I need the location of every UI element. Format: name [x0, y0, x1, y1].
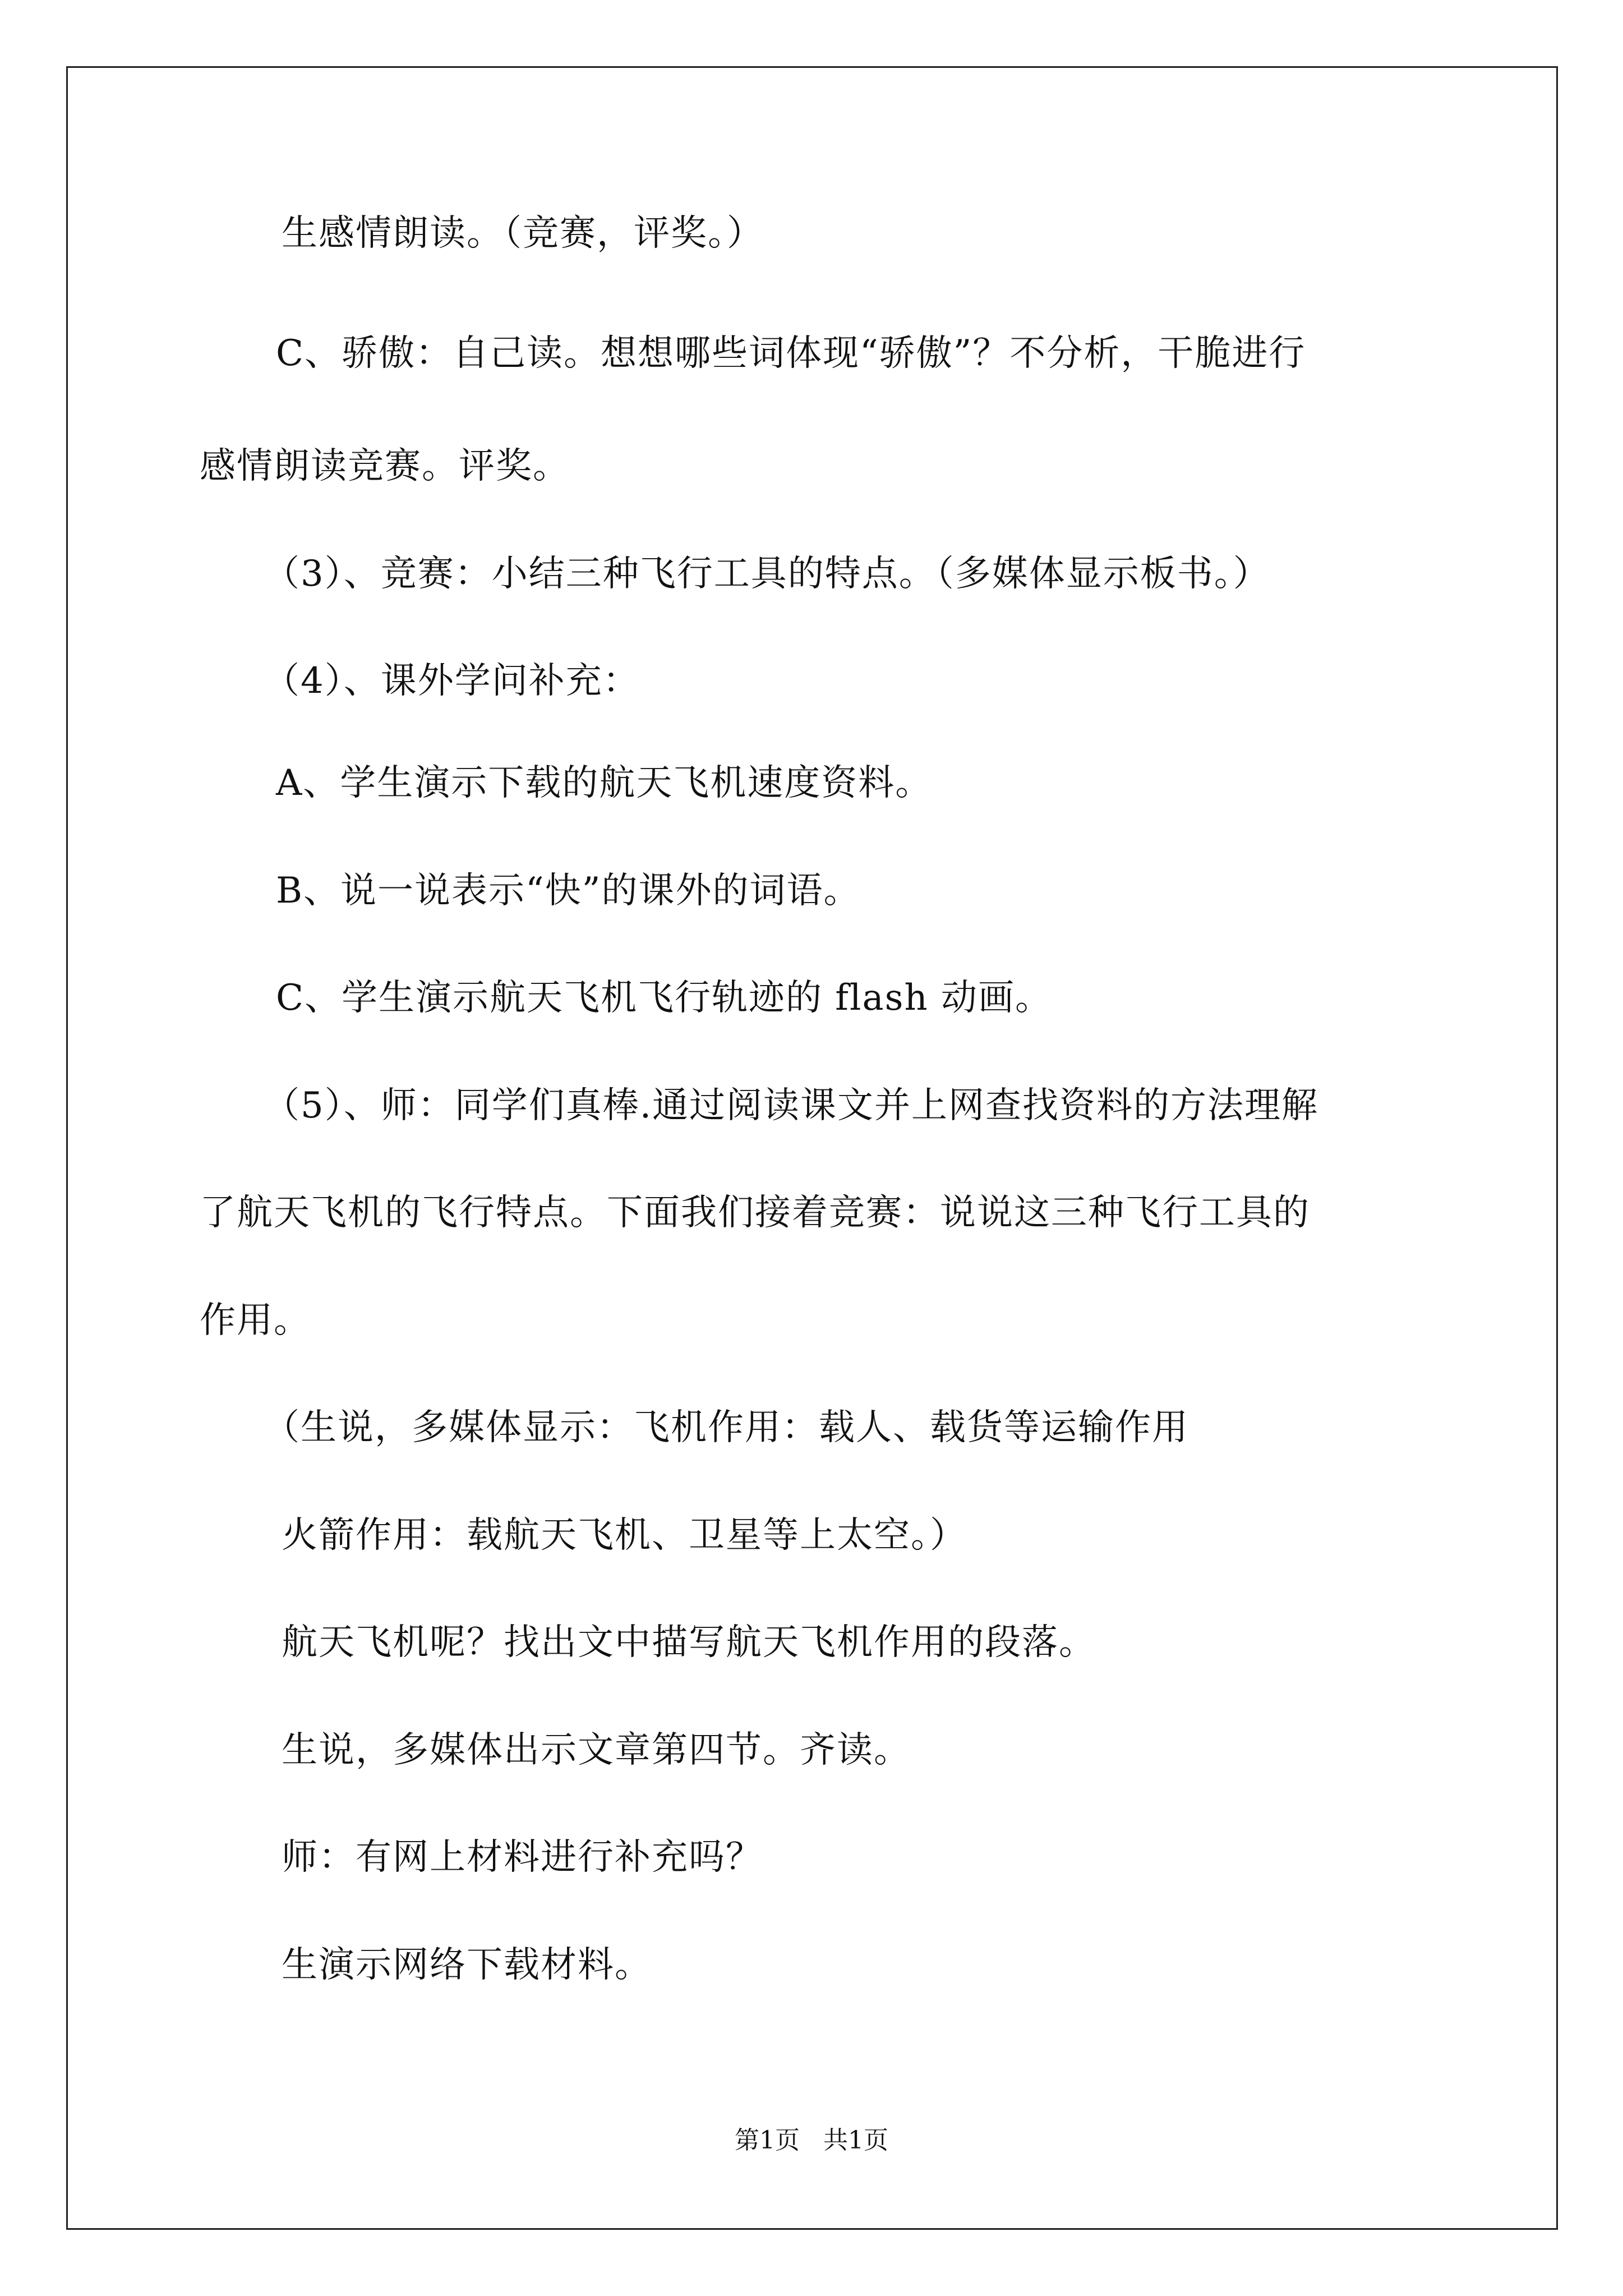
text-line-12: （生说，多媒体显示：飞机作用：载人、载货等运输作用 — [264, 1407, 1189, 1448]
text-line-1: 生感情朗读。（竞赛，评奖。） — [282, 213, 764, 254]
page-border — [66, 66, 1558, 2230]
text-line-10: 了航天飞机的飞行特点。下面我们接着竞赛：说说这三种飞行工具的 — [200, 1192, 1310, 1234]
text-line-2: C、骄傲：自己读。想想哪些词体现“骄傲”？不分析，干脆进行 — [276, 333, 1306, 374]
text-line-15: 生说，多媒体出示文章第四节。齐读。 — [282, 1729, 911, 1771]
text-line-6: A、学生演示下载的航天飞机速度资料。 — [276, 762, 933, 804]
text-line-8: C、学生演示航天飞机飞行轨迹的 flash 动画。 — [276, 977, 1053, 1019]
text-line-9: （5）、师：同学们真棒.通过阅读课文并上网查找资料的方法理解 — [264, 1085, 1319, 1126]
text-line-3: 感情朗读竞赛。评奖。 — [200, 445, 570, 487]
text-line-11: 作用。 — [200, 1300, 311, 1341]
text-line-17: 生演示网络下载材料。 — [282, 1944, 652, 1986]
text-line-5: （4）、课外学问补充： — [264, 660, 640, 702]
page-footer: 第1页 共1页 — [735, 2126, 888, 2155]
text-line-13: 火箭作用：载航天飞机、卫星等上太空。） — [282, 1515, 967, 1556]
text-line-7: B、说一说表示“快”的课外的词语。 — [276, 870, 861, 912]
text-line-14: 航天飞机呢？找出文中描写航天飞机作用的段落。 — [282, 1622, 1096, 1663]
text-line-4: （3）、竞赛：小结三种飞行工具的特点。（多媒体显示板书。） — [264, 553, 1270, 595]
text-line-16: 师：有网上材料进行补充吗？ — [282, 1837, 763, 1878]
